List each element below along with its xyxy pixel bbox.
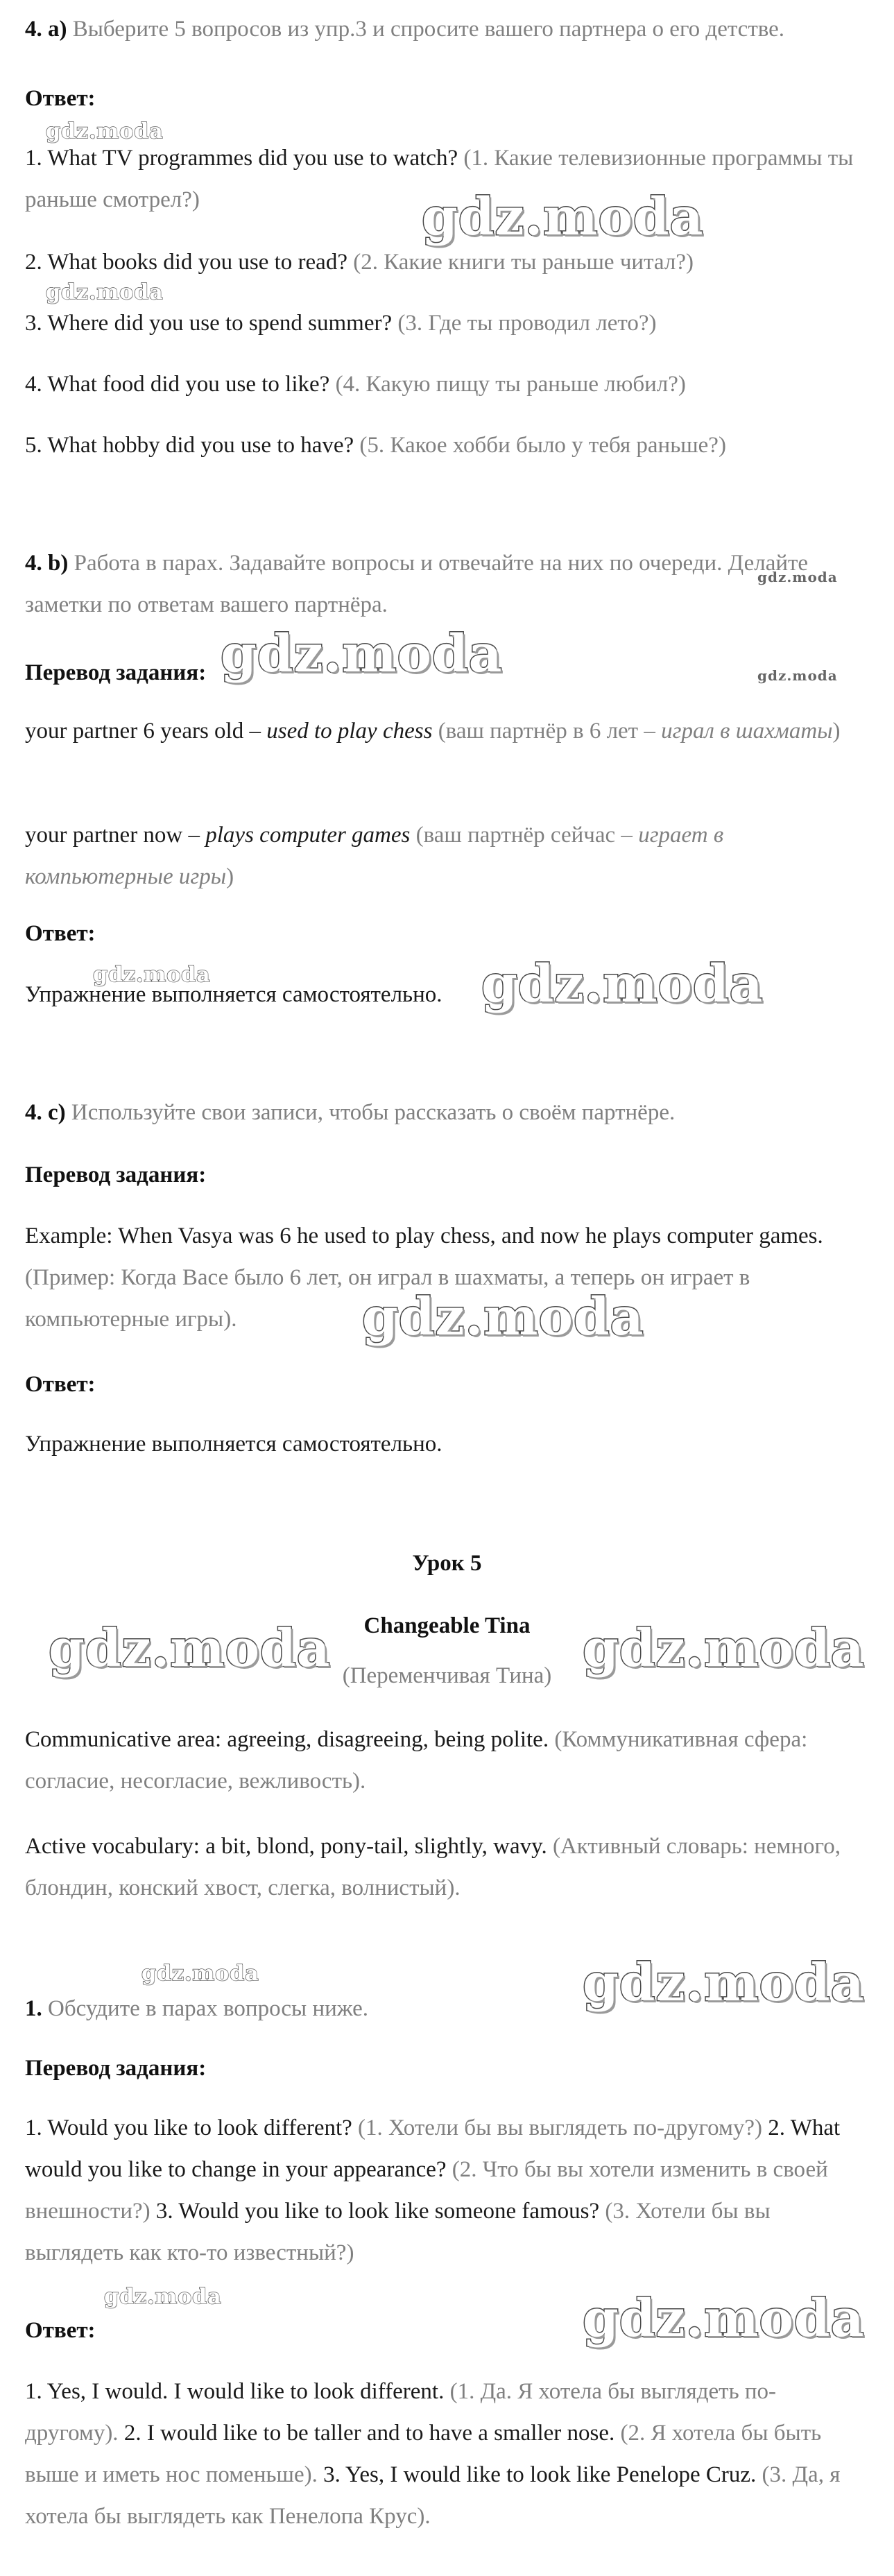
example-ru: (Пример: Когда Васе было 6 лет, он играл в шахматы, а теперь он играет в компьютерные игры).	[25, 1265, 750, 1332]
text: (ваш партнёр в 6 лет –	[438, 719, 655, 744]
text: (2. Что бы вы хотели изменить в своей внешности?)	[25, 2157, 828, 2224]
ex4b-task	[25, 542, 868, 626]
ex4c-task	[25, 1092, 868, 1133]
lesson-title-translation: (Переменчивая Тина)	[342, 1663, 552, 1688]
ex4a-item-5	[25, 424, 868, 466]
text: (3. Да, я хотела бы выглядеть как Пенелопа Крус).	[25, 2462, 841, 2529]
item-en: 2. What books did you use to read?	[25, 250, 347, 275]
text: (ваш партнёр сейчас –	[415, 823, 633, 848]
text: used to play chess	[266, 719, 433, 744]
text: 3. Would you like to look like someone famous?	[155, 2199, 600, 2224]
watermark: gdz.moda	[583, 1953, 865, 2013]
ex4b-translation-label: Перевод задания:	[25, 660, 207, 685]
text: (3. Хотели бы вы выглядеть как кто-то известный?)	[25, 2199, 771, 2265]
watermark: gdz.moda	[49, 1619, 331, 1678]
watermark: gdz.moda	[583, 2289, 865, 2349]
watermark: gdz.moda	[481, 954, 764, 1014]
example-en: Example: When Vasya was 6 he used to play chess, and now he plays computer games.	[25, 1223, 823, 1248]
lesson-number: Урок 5	[412, 1551, 482, 1576]
ex1-label: 1.	[25, 1996, 42, 2021]
active-vocabulary	[25, 1826, 868, 1909]
item-ru: (1. Какие телевизионные программы ты раньше смотрел?)	[25, 146, 854, 212]
ex4c-label: 4. c)	[25, 1100, 66, 1125]
text: играл в шахматы	[661, 719, 833, 744]
item-en: 4. What food did you use to like?	[25, 372, 330, 397]
lesson-title: Changeable Tina	[363, 1613, 531, 1638]
text: 2. What would you like to change in your appearance?	[25, 2115, 841, 2182]
watermark: gdz.moda	[104, 2285, 222, 2309]
text: 1. Yes, I would. I would like to look different.	[25, 2379, 445, 2404]
ex4c-answer-label: Ответ:	[25, 1372, 96, 1397]
ex1-answers	[25, 2371, 868, 2537]
ex4b-task-text: Работа в парах. Задавайте вопросы и отвечайте на них по очереди. Делайте заметки по ответам вашего партнёра.	[25, 551, 809, 617]
ex4a-task-text: Выберите 5 вопросов из упр.3 и спросите вашего партнера о его детстве.	[72, 17, 785, 42]
text: (2. Я хотела бы быть выше и иметь нос поменьше).	[25, 2421, 822, 2487]
text: 2. I would like to be taller and to have a smaller nose.	[123, 2421, 615, 2446]
text: your partner 6 years old –	[25, 719, 261, 744]
watermark: gdz.moda	[583, 1619, 865, 1678]
watermark: gdz.moda	[362, 1287, 644, 1347]
text: 1. Would you like to look different?	[25, 2115, 352, 2140]
ex4a-item-4	[25, 363, 868, 405]
watermark: gdz.moda	[757, 667, 838, 684]
ex4a-answer-label: Ответ:	[25, 86, 96, 111]
text: (Активный словарь: немного, блондин, конский хвост, слегка, волнистый).	[25, 1834, 841, 1900]
ex1-task-text: Обсудите в парах вопросы ниже.	[48, 1996, 369, 2021]
ex4b-label: 4. b)	[25, 551, 69, 576]
text: играет в компьютерные игры	[25, 823, 724, 889]
watermark: gdz.moda	[422, 187, 704, 247]
item-en: 5. What hobby did you use to have?	[25, 433, 354, 458]
item-ru: (4. Какую пищу ты раньше любил?)	[335, 372, 686, 397]
communicative-area	[25, 1719, 868, 1802]
ex4b-line-2	[25, 814, 868, 898]
ex4a-item-2	[25, 241, 868, 283]
ex4b-line-1	[25, 710, 868, 752]
watermark: gdz.moda	[141, 1961, 259, 1986]
text: Communicative area: agreeing, disagreeing, being polite.	[25, 1727, 549, 1752]
watermark: gdz.moda	[46, 119, 164, 144]
ex1-answer-label: Ответ:	[25, 2318, 96, 2343]
ex4c-task-text: Используйте свои записи, чтобы рассказать о своём партнёре.	[71, 1100, 676, 1125]
ex4a-task	[25, 8, 868, 50]
watermark: gdz.moda	[46, 280, 164, 304]
item-ru: (2. Какие книги ты раньше читал?)	[353, 250, 694, 275]
ex4b-answer: Упражнение выполняется самостоятельно.	[25, 982, 442, 1007]
text: 3. Yes, I would like to look like Penelope Cruz.	[323, 2462, 757, 2487]
item-ru: (3. Где ты проводил лето?)	[397, 311, 657, 336]
text: )	[832, 719, 841, 744]
text: (1. Хотели бы вы выглядеть по-другому?)	[358, 2115, 763, 2140]
text: your partner now –	[25, 823, 200, 848]
ex4c-answer: Упражнение выполняется самостоятельно.	[25, 1432, 442, 1457]
ex4a-label: 4. a)	[25, 17, 67, 42]
text: Active vocabulary: a bit, blond, pony-tail, slightly, wavy.	[25, 1834, 547, 1859]
ex4c-translation-label: Перевод задания:	[25, 1162, 207, 1187]
text: )	[226, 864, 234, 889]
watermark: gdz.moda	[93, 963, 211, 987]
text: (Коммуникативная сфера: согласие, несогласие, вежливость).	[25, 1727, 808, 1794]
ex1-questions	[25, 2107, 868, 2274]
item-ru: (5. Какое хобби было у тебя раньше?)	[359, 433, 726, 458]
item-en: 3. Where did you use to spend summer?	[25, 311, 393, 336]
ex4b-answer-label: Ответ:	[25, 921, 96, 946]
watermark: gdz.moda	[757, 569, 838, 585]
item-en: 1. What TV programmes did you use to watch?	[25, 146, 458, 171]
text: (1. Да. Я хотела бы выглядеть по-другому).	[25, 2379, 777, 2446]
watermark: gdz.moda	[221, 624, 503, 684]
ex4a-item-3	[25, 302, 868, 344]
text: plays computer games	[205, 823, 411, 848]
ex1-translation-label: Перевод задания:	[25, 2056, 207, 2081]
